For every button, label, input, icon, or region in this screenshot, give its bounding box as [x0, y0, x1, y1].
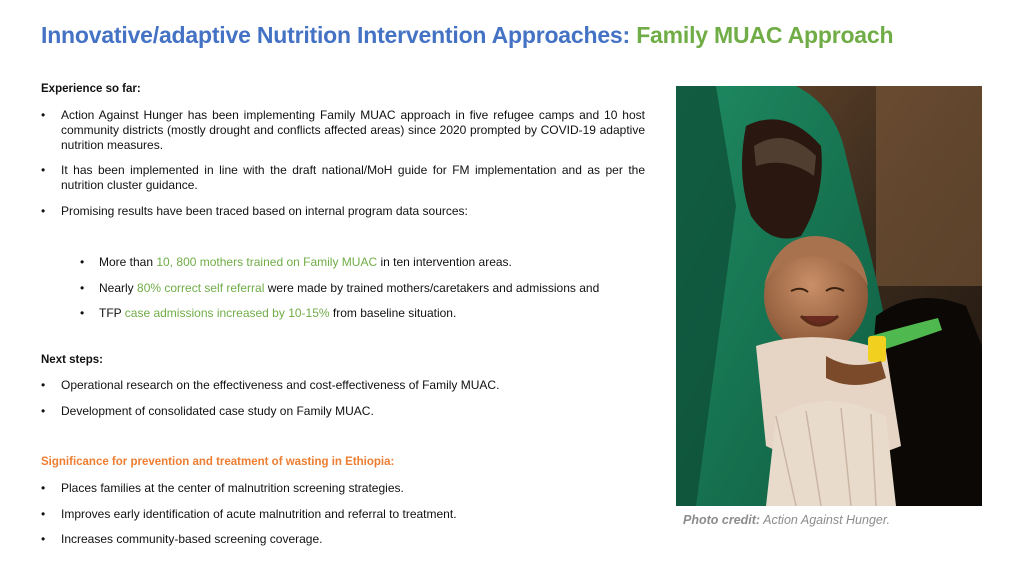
mother-child-photo [676, 86, 982, 506]
next-steps-heading: Next steps: [41, 354, 103, 366]
bullet-dot: • [41, 532, 46, 546]
result-bullet-2 [80, 281, 640, 296]
experience-bullet-2 [41, 163, 645, 193]
bullet-dot: • [41, 481, 46, 495]
significance-bullet-3 [41, 532, 645, 547]
result-text: TFP case admissions increased by 10-15% from baseline situation. [99, 306, 457, 320]
bullet-dot: • [41, 378, 46, 392]
significance-bullet-2 [41, 507, 645, 522]
bullet-dot: • [41, 108, 46, 122]
bullet-text: It has been implemented in line with the draft national/MoH guide for FM implementation and as per the nutrition cluster guidance. [61, 163, 645, 192]
photo-credit [683, 513, 890, 527]
result-highlight: case admissions increased by 10-15% [124, 306, 330, 320]
result-highlight: 10, 800 mothers trained on Family MUAC [156, 255, 378, 269]
result-bullet-1 [80, 255, 640, 270]
result-highlight: 80% correct self referral [137, 281, 265, 295]
slide-title-main: Innovative/adaptive Nutrition Intervention Approaches: [41, 22, 630, 48]
bullet-dot: • [80, 255, 85, 269]
bullet-dot: • [80, 306, 85, 320]
result-text: Nearly 80% correct self referral were made by trained mothers/caretakers and admissions and [99, 281, 600, 295]
bullet-text: Places families at the center of malnutrition screening strategies. [61, 481, 404, 495]
next-steps-bullet-1 [41, 378, 645, 393]
significance-bullet-1 [41, 481, 645, 496]
bullet-dot: • [41, 507, 46, 521]
experience-bullet-1 [41, 108, 645, 153]
bullet-dot: • [41, 204, 46, 218]
photo-credit-label: Photo credit: [683, 513, 761, 527]
bullet-text: Action Against Hunger has been implementing Family MUAC approach in five refugee camps and 10 host community districts (mostly drought and conflicts affected areas) since 2020 prompted by COVID-19 adaptive nutrition measures. [61, 108, 645, 152]
significance-heading: Significance for prevention and treatment of wasting in Ethiopia: [41, 456, 395, 468]
next-steps-bullet-2 [41, 404, 645, 419]
result-bullet-3 [80, 306, 640, 321]
experience-heading: Experience so far: [41, 83, 141, 95]
bullet-text: Promising results have been traced based on internal program data sources: [61, 204, 468, 218]
bullet-text: Increases community-based screening coverage. [61, 532, 323, 546]
result-text: More than 10, 800 mothers trained on Family MUAC in ten intervention areas. [99, 255, 512, 269]
photo-credit-source: Action Against Hunger. [760, 513, 891, 527]
slide-title [41, 22, 893, 49]
bullet-dot: • [80, 281, 85, 295]
bullet-dot: • [41, 163, 46, 177]
bullet-dot: • [41, 404, 46, 418]
bullet-text: Development of consolidated case study on Family MUAC. [61, 404, 374, 418]
bullet-text: Operational research on the effectiveness and cost-effectiveness of Family MUAC. [61, 378, 500, 392]
experience-bullet-3 [41, 204, 645, 219]
slide-title-highlight: Family MUAC Approach [636, 22, 894, 48]
bullet-text: Improves early identification of acute malnutrition and referral to treatment. [61, 507, 457, 521]
